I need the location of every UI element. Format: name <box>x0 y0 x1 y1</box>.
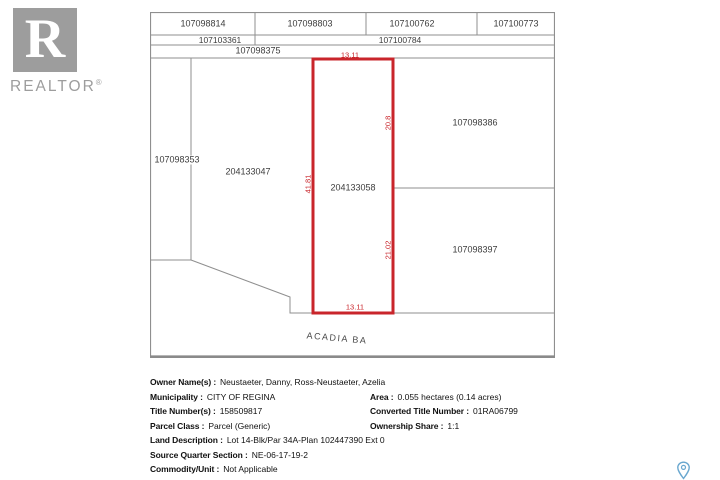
detail-label: Land Description : <box>150 435 223 445</box>
parcel-number: 107100773 <box>493 18 539 29</box>
realtor-logo-icon <box>13 8 77 72</box>
parcel-number: 107098814 <box>180 18 226 29</box>
parcel-number-left-strip: 107098353 <box>154 154 200 165</box>
detail-row-title-number <box>150 406 590 416</box>
detail-label: Commodity/Unit : <box>150 464 220 474</box>
detail-label: Converted Title Number : <box>370 406 469 416</box>
parcel-number-left-block: 204133047 <box>225 166 271 177</box>
detail-label: Area : <box>370 392 394 402</box>
detail-row-commodity <box>150 464 590 474</box>
detail-row-parcel-class <box>150 421 590 431</box>
detail-value: 01RA06799 <box>473 406 518 416</box>
street-name-label: ACADIA BA <box>306 330 368 346</box>
detail-value: CITY OF REGINA <box>206 392 276 402</box>
realtor-wordmark <box>10 78 140 96</box>
dimension-right-upper: 20.8 <box>383 115 393 131</box>
parcel-number: 107098803 <box>287 18 333 29</box>
detail-value: Not Applicable <box>223 464 278 474</box>
parcel-number: 107100762 <box>389 18 435 29</box>
detail-row-owner <box>150 377 590 387</box>
detail-label: Owner Name(s) : <box>150 377 217 387</box>
parcel-number-right-upper: 107098386 <box>452 117 498 128</box>
dimension-left: 41.81 <box>303 174 313 194</box>
detail-value: 158509817 <box>219 406 263 416</box>
dimension-bottom: 13.11 <box>345 302 365 312</box>
detail-value: 1:1 <box>447 421 460 431</box>
detail-label: Source Quarter Section : <box>150 450 248 460</box>
detail-value: 0.055 hectares (0.14 acres) <box>397 392 502 402</box>
detail-label: Ownership Share : <box>370 421 444 431</box>
detail-col2 <box>370 421 459 431</box>
detail-label: Title Number(s) : <box>150 406 216 416</box>
detail-row-land-description <box>150 435 590 445</box>
detail-value: Neustaeter, Danny, Ross-Neustaeter, Azelia <box>220 377 386 387</box>
parcel-map <box>150 12 555 358</box>
detail-label: Municipality : <box>150 392 203 402</box>
realtor-logo <box>10 8 140 96</box>
dimension-top: 13.11 <box>340 50 360 60</box>
map-pin-icon[interactable] <box>676 461 691 480</box>
parcel-number: 107098375 <box>235 45 281 56</box>
realtor-r-glyph: R <box>24 8 66 70</box>
detail-row-source-quarter <box>150 450 590 460</box>
detail-value: Lot 14-Blk/Par 34A-Plan 102447390 Ext 0 <box>226 435 385 445</box>
detail-label: Parcel Class : <box>150 421 205 431</box>
parcel-number-right-lower: 107098397 <box>452 244 498 255</box>
dimension-right-lower: 21.02 <box>383 240 393 260</box>
realtor-brand-text: REALTOR <box>10 78 96 96</box>
detail-value: NE-06-17-19-2 <box>251 450 308 460</box>
parcel-number: 107100784 <box>378 34 422 45</box>
parcel-number-highlighted: 204133058 <box>330 182 376 193</box>
detail-value: Parcel (Generic) <box>208 421 271 431</box>
detail-col2 <box>370 406 518 416</box>
detail-row-municipality <box>150 392 590 402</box>
detail-col2 <box>370 392 501 402</box>
registered-trademark-symbol: ® <box>95 78 102 87</box>
parcel-number: 107103361 <box>198 34 242 45</box>
